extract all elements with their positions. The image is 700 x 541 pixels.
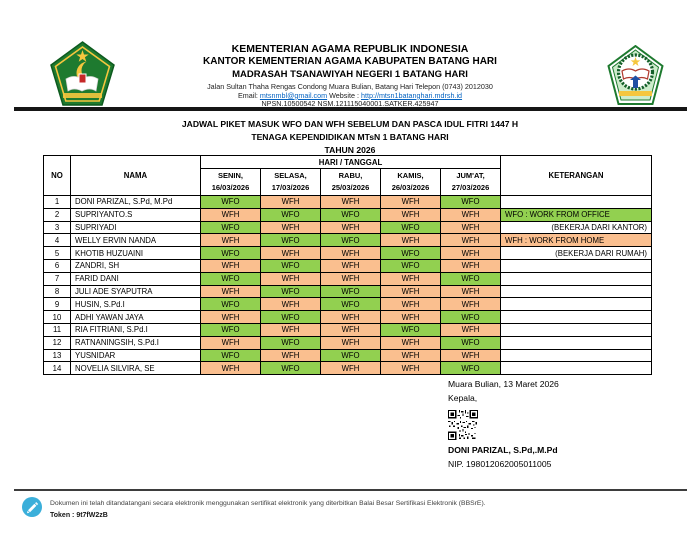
table-row (44, 349, 652, 362)
keterangan-cell (501, 285, 652, 298)
table-row (44, 234, 652, 247)
table-row (44, 259, 652, 272)
row-number-cell: 3 (44, 221, 71, 234)
table-row (44, 285, 652, 298)
signature-role: Kepala, (448, 393, 478, 403)
schedule-value-cell: WFO (381, 259, 441, 272)
day-header: JUM'AT, 27/03/2026 (441, 169, 501, 196)
schedule-value-cell: WFH (321, 336, 381, 349)
row-number-cell: 13 (44, 349, 71, 362)
schedule-value-cell: WFO (261, 259, 321, 272)
name-cell: NOVELIA SILVIRA, SE (71, 362, 201, 375)
schedule-value-cell: WFO (261, 234, 321, 247)
schedule-value-cell: WFO (201, 298, 261, 311)
email-link[interactable]: mtsnmbl@gmail.com (259, 90, 328, 100)
schedule-value-cell: WFO (201, 196, 261, 209)
schedule-value-cell: WFH (261, 247, 321, 260)
name-cell: YUSNIDAR (71, 349, 201, 362)
table-row (44, 362, 652, 375)
schedule-body (44, 196, 652, 375)
schedule-value-cell: WFO (201, 349, 261, 362)
table-row (44, 221, 652, 234)
name-cell: SUPRIYADI (71, 221, 201, 234)
schedule-value-cell: WFH (381, 298, 441, 311)
keterangan-cell (501, 196, 652, 209)
name-cell: DONI PARIZAL, S.Pd, M.Pd (71, 196, 201, 209)
day-header: RABU, 25/03/2026 (321, 169, 381, 196)
schedule-value-cell: WFH (321, 323, 381, 336)
keterangan-cell: WFO : WORK FROM OFFICE (501, 208, 652, 221)
signer-nip: NIP. 198012062005011005 (448, 459, 552, 469)
name-cell: WELLY ERVIN NANDA (71, 234, 201, 247)
keterangan-cell (501, 259, 652, 272)
table-header-row (44, 156, 652, 169)
keterangan-cell: (BEKERJA DARI KANTOR) (501, 221, 652, 234)
schedule-value-cell: WFH (261, 196, 321, 209)
schedule-value-cell: WFO (201, 221, 261, 234)
schedule-value-cell: WFH (381, 208, 441, 221)
schedule-value-cell: WFO (381, 247, 441, 260)
schedule-table (43, 155, 652, 375)
schedule-value-cell: WFH (441, 285, 501, 298)
schedule-value-cell: WFH (321, 259, 381, 272)
schedule-value-cell: WFO (261, 336, 321, 349)
schedule-value-cell: WFH (381, 311, 441, 324)
keterangan-cell (501, 298, 652, 311)
schedule-value-cell: WFH (441, 259, 501, 272)
schedule-value-cell: WFO (201, 247, 261, 260)
esign-token: Token : 9t7fW2zB (50, 512, 108, 519)
row-number-cell: 5 (44, 247, 71, 260)
table-row (44, 336, 652, 349)
schedule-value-cell: WFO (321, 298, 381, 311)
table-row (44, 208, 652, 221)
name-cell: FARID DANI (71, 272, 201, 285)
schedule-value-cell: WFH (441, 298, 501, 311)
schedule-value-cell: WFH (321, 311, 381, 324)
row-number-cell: 11 (44, 323, 71, 336)
schedule-value-cell: WFH (201, 336, 261, 349)
schedule-value-cell: WFO (381, 323, 441, 336)
esign-text (50, 497, 486, 519)
row-number-cell: 7 (44, 272, 71, 285)
schedule-value-cell: WFO (321, 208, 381, 221)
document-title (0, 118, 700, 157)
schedule-value-cell: WFH (261, 323, 321, 336)
title-line-1: JADWAL PIKET MASUK WFO DAN WFH SEBELUM DAN PASCA IDUL FITRI 1447 H (181, 119, 519, 129)
schedule-value-cell: WFH (321, 196, 381, 209)
signer-name: DONI PARIZAL, S.Pd,.M.Pd (448, 445, 558, 455)
schedule-value-cell: WFO (321, 349, 381, 362)
name-cell: ZANDRI, SH (71, 259, 201, 272)
esign-pen-icon (22, 497, 42, 517)
keterangan-cell: (BEKERJA DARI RUMAH) (501, 247, 652, 260)
schedule-value-cell: WFO (261, 208, 321, 221)
keterangan-cell (501, 362, 652, 375)
schedule-value-cell: WFO (441, 362, 501, 375)
name-cell: RATNANINGSIH, S.Pd.I (71, 336, 201, 349)
name-cell: JULI ADE SYAPUTRA (71, 285, 201, 298)
row-number-cell: 9 (44, 298, 71, 311)
schedule-value-cell: WFO (321, 234, 381, 247)
header-divider (14, 107, 687, 111)
day-header: KAMIS, 26/03/2026 (381, 169, 441, 196)
name-cell: ADHI YAWAN JAYA (71, 311, 201, 324)
schedule-value-cell: WFH (321, 247, 381, 260)
schedule-value-cell: WFO (441, 336, 501, 349)
schedule-value-cell: WFH (321, 221, 381, 234)
schedule-value-cell: WFH (321, 362, 381, 375)
schedule-value-cell: WFH (441, 323, 501, 336)
table-row (44, 272, 652, 285)
day-header: SELASA, 17/03/2026 (261, 169, 321, 196)
schedule-value-cell: WFH (201, 362, 261, 375)
schedule-value-cell: WFO (441, 272, 501, 285)
title-line-3: TAHUN 2026 (324, 145, 376, 155)
schedule-value-cell: WFH (381, 362, 441, 375)
schedule-value-cell: WFH (381, 196, 441, 209)
schedule-value-cell: WFH (381, 272, 441, 285)
keterangan-cell (501, 311, 652, 324)
row-number-cell: 1 (44, 196, 71, 209)
schedule-value-cell: WFH (381, 234, 441, 247)
schedule-value-cell: WFH (441, 234, 501, 247)
ministry-name: KEMENTERIAN AGAMA REPUBLIK INDONESIA (231, 43, 469, 55)
schedule-value-cell: WFO (201, 323, 261, 336)
row-number-cell: 6 (44, 259, 71, 272)
keterangan-cell: WFH : WORK FROM HOME (501, 234, 652, 247)
signature-place-date: Muara Bulian, 13 Maret 2026 (448, 379, 559, 389)
row-number-cell: 8 (44, 285, 71, 298)
col-header-no: NO (44, 156, 71, 196)
table-row (44, 311, 652, 324)
row-number-cell: 14 (44, 362, 71, 375)
col-header-group: HARI / TANGGAL (201, 156, 501, 169)
schedule-value-cell: WFH (201, 285, 261, 298)
name-cell: KHOTIB HUZUAINI (71, 247, 201, 260)
keterangan-cell (501, 349, 652, 362)
schedule-value-cell: WFH (261, 272, 321, 285)
esign-statement: Dokumen ini telah ditandatangani secara elektronik menggunakan sertifikat elektronik yang diterbitkan Balai Besar Sertifikasi Elektronik (BBSrE). (50, 500, 486, 507)
col-header-keterangan: KETERANGAN (501, 156, 652, 196)
col-header-nama: NAMA (71, 156, 201, 196)
website-label: Website : (329, 90, 359, 100)
schedule-value-cell: WFO (381, 221, 441, 234)
school-name: MADRASAH TSANAWIYAH NEGERI 1 BATANG HARI (232, 69, 468, 81)
qr-code (448, 410, 478, 440)
table-row (44, 196, 652, 209)
schedule-value-cell: WFH (261, 221, 321, 234)
row-number-cell: 2 (44, 208, 71, 221)
kemenag-logo-icon (49, 41, 116, 107)
schedule-value-cell: WFO (441, 196, 501, 209)
keterangan-cell (501, 336, 652, 349)
schedule-value-cell: WFH (381, 349, 441, 362)
table-row (44, 247, 652, 260)
schedule-value-cell: WFH (321, 272, 381, 285)
office-name: KANTOR KEMENTERIAN AGAMA KABUPATEN BATANG HARI (203, 56, 497, 68)
schedule-value-cell: WFO (201, 272, 261, 285)
table-row (44, 323, 652, 336)
schedule-value-cell: WFH (441, 221, 501, 234)
schedule-value-cell: WFH (201, 311, 261, 324)
madrasah-logo-icon (607, 45, 664, 106)
email-label: Email: (237, 90, 258, 100)
footer-divider (14, 489, 687, 491)
schedule-value-cell: WFH (441, 247, 501, 260)
name-cell: RIA FITRIANI, S.Pd.I (71, 323, 201, 336)
schedule-value-cell: WFO (261, 311, 321, 324)
day-header: SENIN, 16/03/2026 (201, 169, 261, 196)
website-link[interactable]: http://mtsn1batanghari.mdrsh.id (360, 90, 463, 100)
schedule-value-cell: WFH (201, 259, 261, 272)
row-number-cell: 12 (44, 336, 71, 349)
schedule-value-cell: WFO (441, 311, 501, 324)
address-line: Jalan Sultan Thaha Rengas Condong Muara Bulian, Batang Hari Telepon (0743) 2012030 (207, 82, 493, 92)
schedule-value-cell: WFH (201, 208, 261, 221)
table-row (44, 298, 652, 311)
keterangan-cell (501, 323, 652, 336)
signature-block (448, 377, 559, 471)
schedule-value-cell: WFH (381, 285, 441, 298)
name-cell: SUPRIYANTO.S (71, 208, 201, 221)
schedule-value-cell: WFH (201, 234, 261, 247)
keterangan-cell (501, 272, 652, 285)
school-ids: NPSN.10500542 NSM.121115040001.SATKER.425947 (261, 99, 439, 109)
schedule-value-cell: WFO (261, 285, 321, 298)
schedule-value-cell: WFH (381, 336, 441, 349)
esign-footer (22, 497, 682, 519)
schedule-value-cell: WFO (261, 362, 321, 375)
name-cell: HUSIN, S.Pd.I (71, 298, 201, 311)
schedule-value-cell: WFO (321, 285, 381, 298)
row-number-cell: 10 (44, 311, 71, 324)
letterhead (110, 43, 590, 109)
schedule-value-cell: WFH (261, 298, 321, 311)
schedule-value-cell: WFH (441, 349, 501, 362)
title-line-2: TENAGA KEPENDIDIKAN MTsN 1 BATANG HARI (251, 132, 449, 142)
row-number-cell: 4 (44, 234, 71, 247)
schedule-value-cell: WFH (261, 349, 321, 362)
schedule-value-cell: WFH (441, 208, 501, 221)
